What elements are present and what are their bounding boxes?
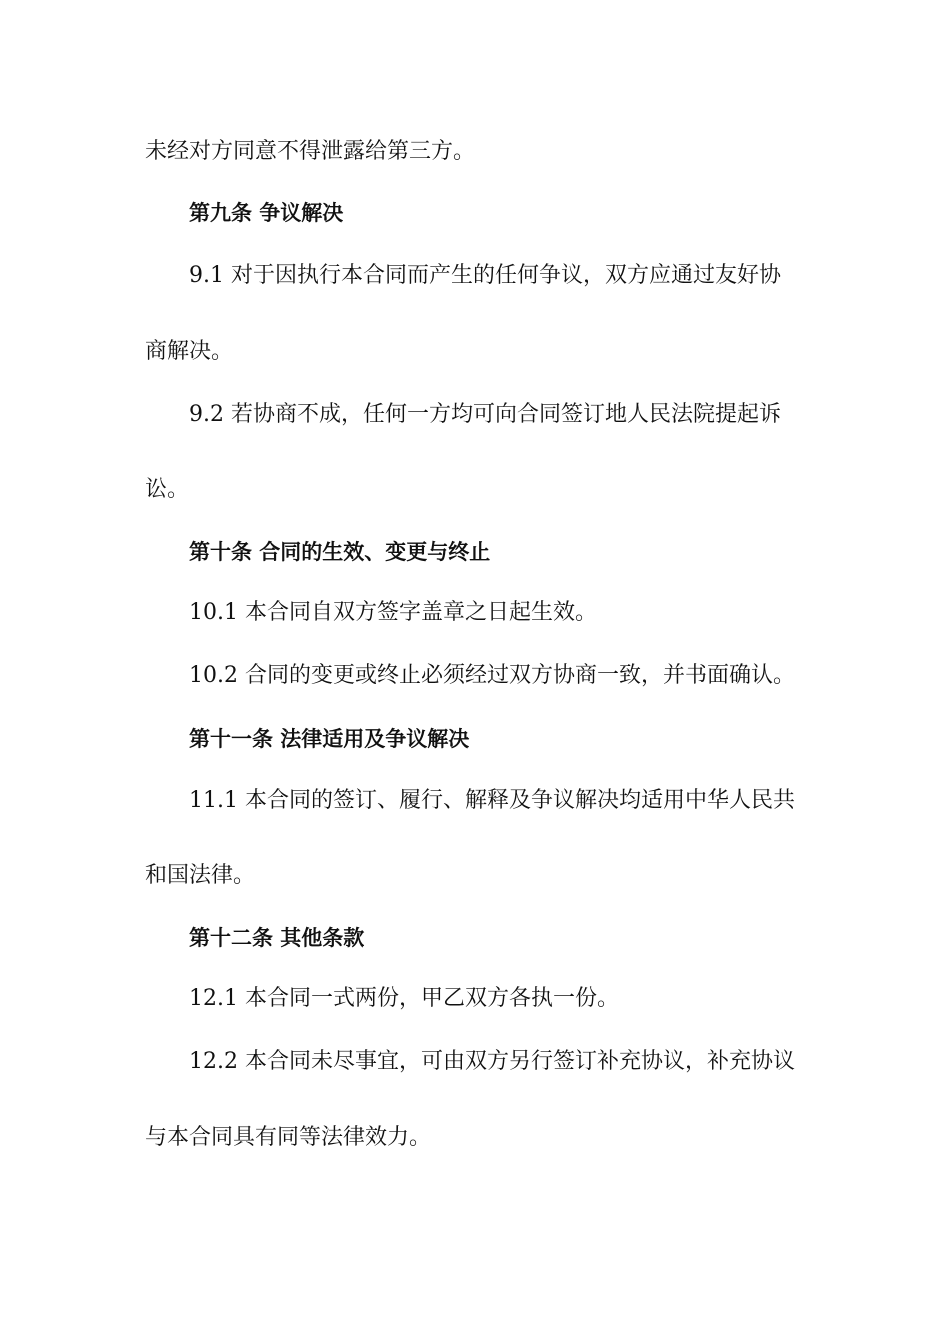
clause-10-2: 10.2 合同的变更或终止必须经过双方协商一致，并书面确认。: [189, 663, 795, 688]
article-12-heading: 第十二条 其他条款: [189, 926, 365, 950]
clause-12-2-line2: 与本合同具有同等法律效力。: [145, 1125, 432, 1150]
clause-9-1-line2: 商解决。: [145, 339, 234, 364]
clause-9-1-line1: 9.1 对于因执行本合同而产生的任何争议，双方应通过友好协: [189, 263, 781, 288]
clause-11-1-line2: 和国法律。: [145, 863, 256, 888]
article-9-heading: 第九条 争议解决: [189, 201, 344, 225]
article-11-heading: 第十一条 法律适用及争议解决: [189, 727, 470, 751]
clause-12-1: 12.1 本合同一式两份，甲乙双方各执一份。: [189, 986, 619, 1011]
clause-12-2-line1: 12.2 本合同未尽事宜，可由双方另行签订补充协议，补充协议: [189, 1049, 795, 1074]
clause-11-1-line1: 11.1 本合同的签订、履行、解释及争议解决均适用中华人民共: [189, 788, 795, 813]
continuation-text: 未经对方同意不得泄露给第三方。: [145, 139, 476, 164]
clause-9-2-line1: 9.2 若协商不成，任何一方均可向合同签订地人民法院提起诉: [189, 402, 781, 427]
clause-10-1: 10.1 本合同自双方签字盖章之日起生效。: [189, 600, 597, 625]
clause-9-2-line2: 讼。: [145, 477, 190, 502]
article-10-heading: 第十条 合同的生效、变更与终止: [189, 540, 491, 564]
